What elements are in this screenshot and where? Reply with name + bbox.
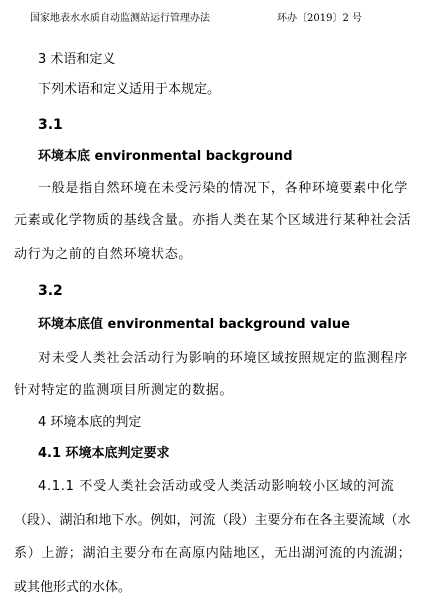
clause-4-1-1-line2: （段）、湖泊和地下水。例如，河流（段）主要分布在各主要流域（水 [14,513,411,528]
term-3-2-def-line2: 针对特定的监测项目所测定的数据。 [14,383,234,398]
term-3-1-number: 3.1 [38,117,63,133]
term-3-1-title: 环境本底 environmental background [38,149,293,164]
header-doc-number: 环办〔2019〕2 号 [277,13,362,24]
term-3-1-def-line2: 元素或化学物质的基线含量。亦指人类在某个区域进行某种社会活 [14,213,412,228]
clause-4-1-1-line3: 系）上游；湖泊主要分布在高原内陆地区，无出湖河流的内流湖； [14,546,412,561]
running-header [30,12,406,26]
term-3-1-def-line3: 动行为之前的自然环境状态。 [14,247,193,262]
section-4-heading: 4 环境本底的判定 [38,415,142,430]
section-4-1-heading: 4.1 环境本底判定要求 [38,446,170,461]
header-title: 国家地表水水质自动监测站运行管理办法 [30,13,210,24]
term-3-1-def-line1: 一般是指自然环境在未受污染的情况下，各种环境要素中化学 [38,181,408,196]
clause-4-1-1-line1: 4.1.1 不受人类社会活动或受人类活动影响较小区域的河流 [38,479,395,494]
term-3-2-title: 环境本底值 environmental background value [38,317,350,332]
clause-4-1-1-line4: 或其他形式的水体。 [14,580,132,595]
term-3-2-def-line1: 对未受人类社会活动行为影响的环境区域按照规定的监测程序 [38,351,408,366]
term-3-2-number: 3.2 [38,283,63,299]
section-3-intro: 下列术语和定义适用于本规定。 [38,82,221,97]
section-3-heading: 3 术语和定义 [38,52,116,67]
